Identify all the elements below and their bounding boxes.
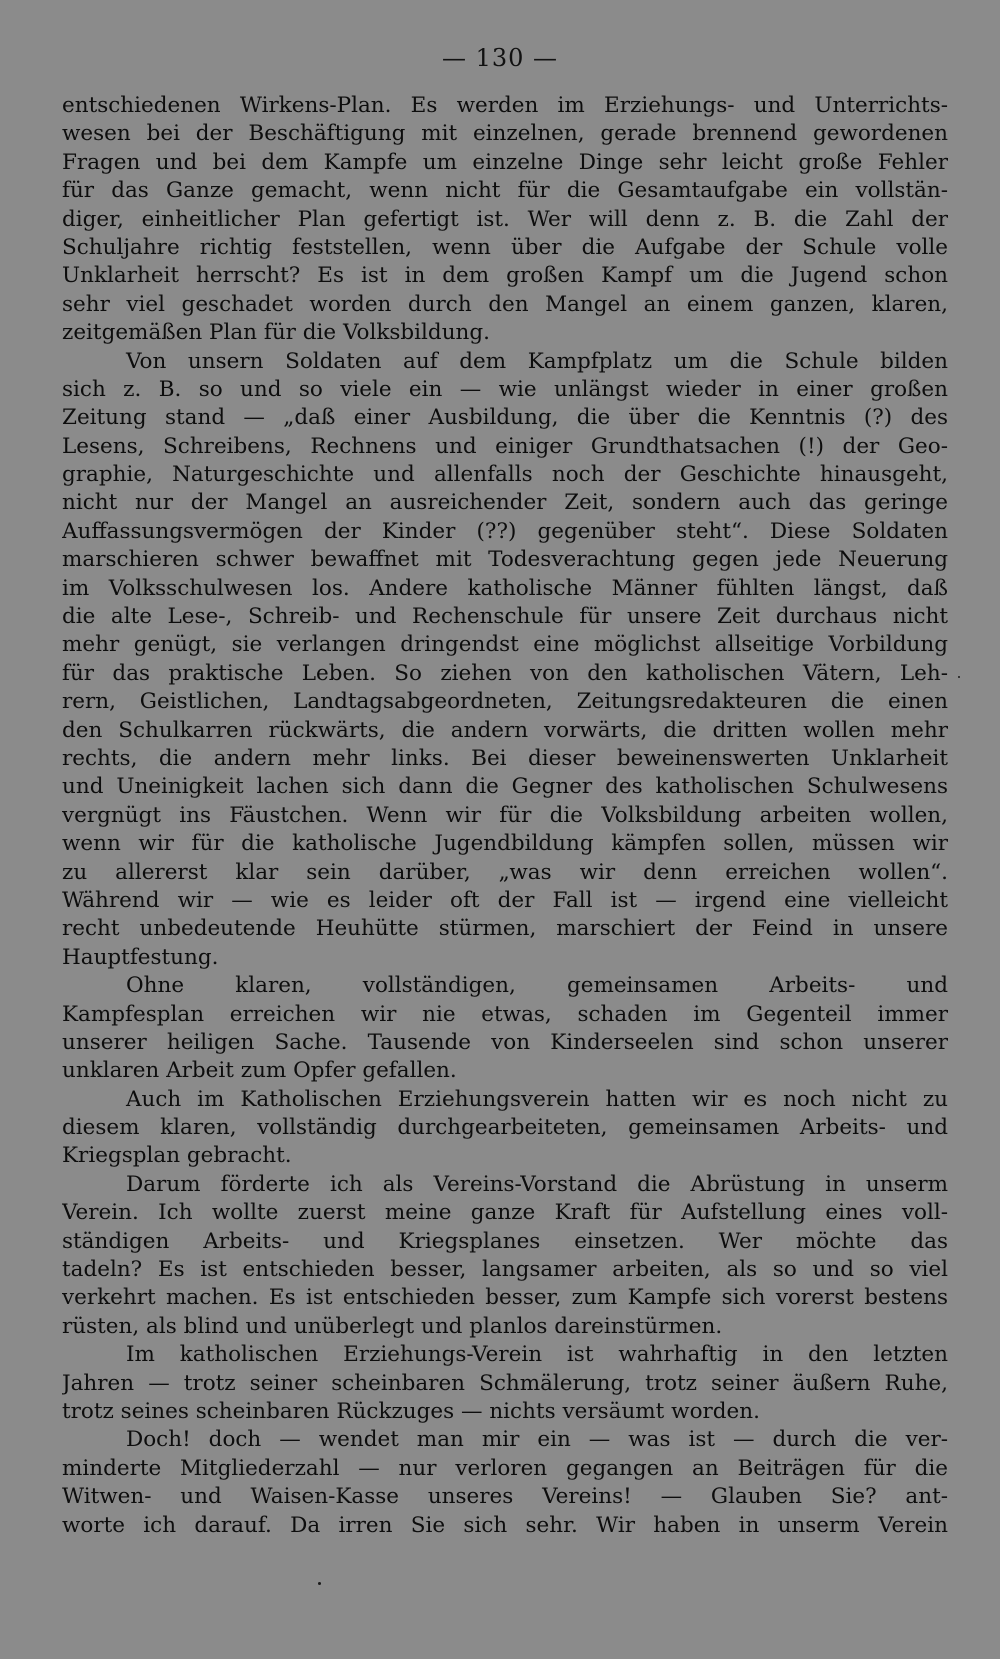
text-line: marschieren schwer bewaffnet mit Todesverachtung gegen jede Neuerung <box>62 547 948 573</box>
text-line: entschiedenen Wirkens-Plan. Es werden im Erziehungs- und Unterrichts- <box>62 93 948 118</box>
text-line: im Volksschulwesen los. Andere katholische Männer fühlten längst, daß <box>62 575 948 601</box>
text-line: Kampfesplan erreichen wir nie etwas, schaden im Gegenteil immer <box>62 1001 948 1027</box>
text-line: Ohne klaren, vollständigen, gemeinsamen Arbeits- und <box>126 973 948 999</box>
text-line: und Uneinigkeit lachen sich dann die Gegner des katholischen Schulwesens <box>62 774 948 800</box>
text-line: mehr genügt, sie verlangen dringendst eine möglichst allseitige Vorbildung <box>62 632 948 658</box>
text-line: Während wir — wie es leider oft der Fall ist — irgend eine vielleicht <box>62 887 948 913</box>
text-line: sich z. B. so und so viele ein — wie unlängst wieder in einer großen <box>62 376 948 402</box>
text-line: diesem klaren, vollständig durchgearbeiteten, gemeinsamen Arbeits- und <box>62 1115 948 1141</box>
text-line: Auffassungsvermögen der Kinder (??) gegenüber steht“. Diese Soldaten <box>62 518 948 544</box>
text-line: Fragen und bei dem Kampfe um einzelne Dinge sehr leicht große Fehler <box>62 149 948 175</box>
text-line: Auch im Katholischen Erziehungsverein hatten wir es noch nicht zu <box>126 1086 948 1112</box>
text-line: nicht nur der Mangel an ausreichender Zeit, sondern auch das geringe <box>62 490 948 516</box>
text-line: Verein. Ich wollte zuerst meine ganze Kraft für Aufstellung eines voll- <box>62 1200 948 1226</box>
text-line: wenn wir für die katholische Jugendbildung kämpfen sollen, müssen wir <box>62 831 948 857</box>
text-line: trotz seines scheinbaren Rückzuges — nichts versäumt worden. <box>62 1398 760 1424</box>
text-line: Witwen- und Waisen-Kasse unseres Vereins! — Glauben Sie? ant- <box>62 1484 948 1510</box>
text-line: ständigen Arbeits- und Kriegsplanes einsetzen. Wer möchte das <box>62 1228 948 1254</box>
text-line: Im katholischen Erziehungs-Verein ist wahrhaftig in den letzten <box>126 1342 948 1368</box>
text-line: die alte Lese-, Schreib- und Rechenschule für unsere Zeit durchaus nicht <box>62 604 948 630</box>
paper-speck <box>318 1582 321 1585</box>
text-line: Lesens, Schreibens, Rechnens und einiger Grundthatsachen (!) der Geo- <box>62 433 948 459</box>
text-line: Zeitung stand — „daß einer Ausbildung, die über die Kenntnis (?) des <box>62 405 948 431</box>
text-line: tadeln? Es ist entschieden besser, langsamer arbeiten, als so und so viel <box>62 1257 948 1283</box>
text-line: den Schulkarren rückwärts, die andern vorwärts, die dritten wollen mehr <box>62 717 948 743</box>
text-line: Doch! doch — wendet man mir ein — was ist — durch die ver- <box>126 1427 948 1453</box>
paper-speck <box>958 676 960 678</box>
text-line: unserer heiligen Sache. Tausende von Kinderseelen sind schon unserer <box>62 1029 948 1055</box>
text-line: Schuljahre richtig feststellen, wenn über die Aufgabe der Schule volle <box>62 234 948 260</box>
text-line: für das praktische Leben. So ziehen von den katholischen Vätern, Leh- <box>62 660 948 686</box>
text-line: Kriegsplan gebracht. <box>62 1143 292 1169</box>
text-line: vergnügt ins Fäustchen. Wenn wir für die Volksbildung arbeiten wollen, <box>62 802 948 828</box>
text-line: recht unbedeutende Heuhütte stürmen, marschiert der Feind in unsere <box>62 916 948 942</box>
text-line: unklaren Arbeit zum Opfer gefallen. <box>62 1058 457 1084</box>
text-line: Hauptfestung. <box>62 944 219 970</box>
text-line: Jahren — trotz seiner scheinbaren Schmälerung, trotz seiner äußern Ruhe, <box>62 1370 948 1396</box>
text-line: rechts, die andern mehr links. Bei dieser beweinenswerten Unklarheit <box>62 745 948 771</box>
text-line: verkehrt machen. Es ist entschieden besser, zum Kampfe sich vorerst bestens <box>62 1285 948 1311</box>
text-line: diger, einheitlicher Plan gefertigt ist. Wer will denn z. B. die Zahl der <box>62 206 948 232</box>
text-line: sehr viel geschadet worden durch den Mangel an einem ganzen, klaren, <box>62 291 948 317</box>
text-line: zeitgemäßen Plan für die Volksbildung. <box>62 320 490 346</box>
text-line: rern, Geistlichen, Landtagsabgeordneten, Zeitungsredakteuren die einen <box>62 689 948 715</box>
text-line: graphie, Naturgeschichte und allenfalls noch der Geschichte hinausgeht, <box>62 462 948 488</box>
text-line: wesen bei der Beschäftigung mit einzelnen, gerade brennend gewordenen <box>62 121 948 147</box>
text-line: für das Ganze gemacht, wenn nicht für die Gesamtaufgabe ein vollstän- <box>62 178 948 204</box>
page-number: — 130 — <box>441 44 559 72</box>
text-line: worte ich darauf. Da irren Sie sich sehr. Wir haben in unserm Verein <box>62 1512 948 1538</box>
text-line: zu allererst klar sein darüber, „was wir denn erreichen wollen“. <box>62 859 948 885</box>
text-line: rüsten, als blind und unüberlegt und planlos dareinstürmen. <box>62 1313 723 1339</box>
body-text <box>62 92 948 1540</box>
text-line: Darum förderte ich als Vereins-Vorstand die Abrüstung in unserm <box>126 1171 948 1197</box>
text-line: Unklarheit herrscht? Es ist in dem großen Kampf um die Jugend schon <box>62 263 948 289</box>
text-line: Von unsern Soldaten auf dem Kampfplatz um die Schule bilden <box>126 348 948 374</box>
text-line: minderte Mitgliederzahl — nur verloren gegangen an Beiträgen für die <box>62 1455 948 1481</box>
